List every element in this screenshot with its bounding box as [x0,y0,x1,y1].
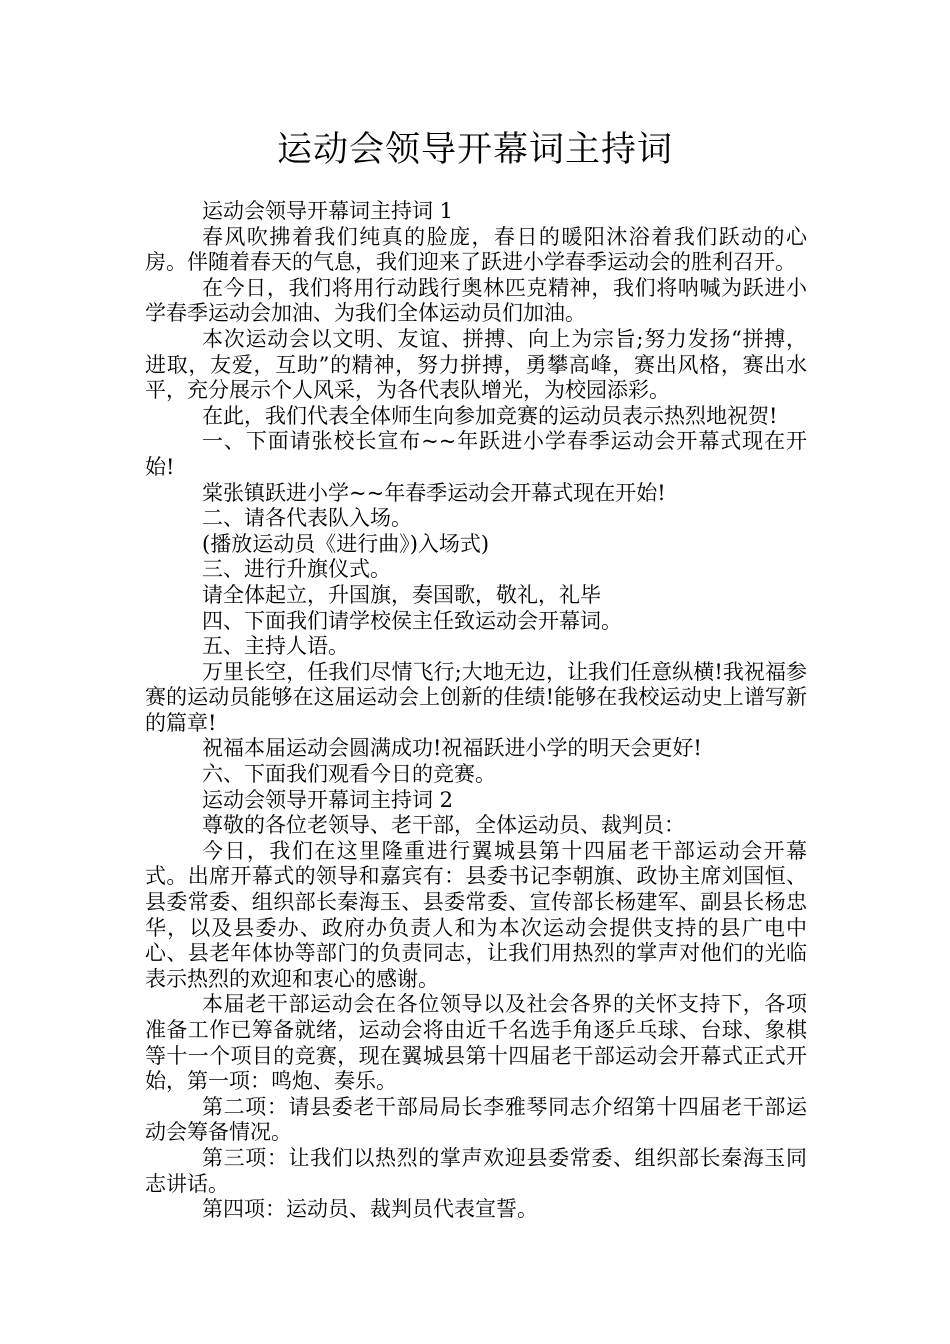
paragraph-5: 在此，我们代表全体师生向参加竞赛的运动员表示热烈地祝贺! [202,403,778,428]
paragraph-3: 在今日，我们将用行动践行奥林匹克精神，我们将呐喊为跃进小学春季运动会加油、为我们全体运动员们加油。 [145,275,807,326]
paragraph-21: 第二项：请县委老干部局局长李雅琴同志介绍第十四届老干部运动会筹备情况。 [145,1094,807,1145]
paragraph-10: 三、进行升旗仪式。 [202,557,391,582]
paragraph-15: 祝福本届运动会圆满成功!祝福跃进小学的明天会更好! [202,736,702,761]
document-title: 运动会领导开幕词主持词 [276,130,673,170]
paragraph-4: 本次运动会以文明、友谊、拼搏、向上为宗旨;努力发扬“拼搏，进取，友爱，互助”的精神，努力拼搏，勇攀高峰，赛出风格，赛出水平，充分展示个人风采，为各代表队增光，为校园添彩。 [145,326,807,403]
paragraph-13: 五、主持人语。 [202,634,349,659]
paragraph-7: 棠张镇跃进小学~~年春季运动会开幕式现在开始! [202,480,666,505]
paragraph-19: 今日，我们在这里隆重进行翼城县第十四届老干部运动会开幕式。出席开幕式的领导和嘉宾有：县委书记李朝旗、政协主席刘国恒、县委常委、组织部长秦海玉、县委常委、宣传部长杨建军、副县长杨忠华，以及县委办、政府办负责人和为本次运动会提供支持的县广电中心、县老年体协等部门的负责同志，让我们用热烈的掌声对他们的光临表示热烈的欢迎和衷心的感谢。 [145,838,807,991]
paragraph-22: 第三项：让我们以热烈的掌声欢迎县委常委、组织部长秦海玉同志讲话。 [145,1145,807,1196]
paragraph-12: 四、下面我们请学校侯主任致运动会开幕词。 [202,608,622,633]
paragraph-23: 第四项：运动员、裁判员代表宣誓。 [202,1197,538,1222]
paragraph-6: 一、下面请张校长宣布~~年跃进小学春季运动会开幕式现在开始! [145,429,807,479]
document-body [145,199,807,1223]
paragraph-18: 尊敬的各位老领导、老干部，全体运动员、裁判员： [202,813,685,838]
paragraph-14: 万里长空，任我们尽情飞行;大地无边，让我们任意纵横!我祝福参赛的运动员能够在这届运动会上创新的佳绩!能够在我校运动史上谱写新的篇章! [145,659,807,735]
paragraph-8: 二、请各代表队入场。 [202,506,412,531]
paragraph-9: (播放运动员《进行曲》)入场式) [202,531,490,556]
paragraph-16: 六、下面我们观看今日的竞赛。 [202,762,496,787]
paragraph-11: 请全体起立，升国旗，奏国歌，敬礼，礼毕 [202,582,601,607]
paragraph-1: 运动会领导开幕词主持词 1 [202,199,454,223]
paragraph-17: 运动会领导开幕词主持词 2 [202,787,454,812]
paragraph-20: 本届老干部运动会在各位领导以及社会各界的关怀支持下，各项准备工作已筹备就绪，运动会将由近千名选手角逐乒乓球、台球、象棋等十一个项目的竞赛，现在翼城县第十四届老干部运动会开幕式正式开始，第一项：鸣炮、奏乐。 [145,992,807,1094]
paragraph-2: 春风吹拂着我们纯真的脸庞，春日的暖阳沐浴着我们跃动的心房。伴随着春天的气息，我们迎来了跃进小学春季运动会的胜利召开。 [145,224,807,275]
